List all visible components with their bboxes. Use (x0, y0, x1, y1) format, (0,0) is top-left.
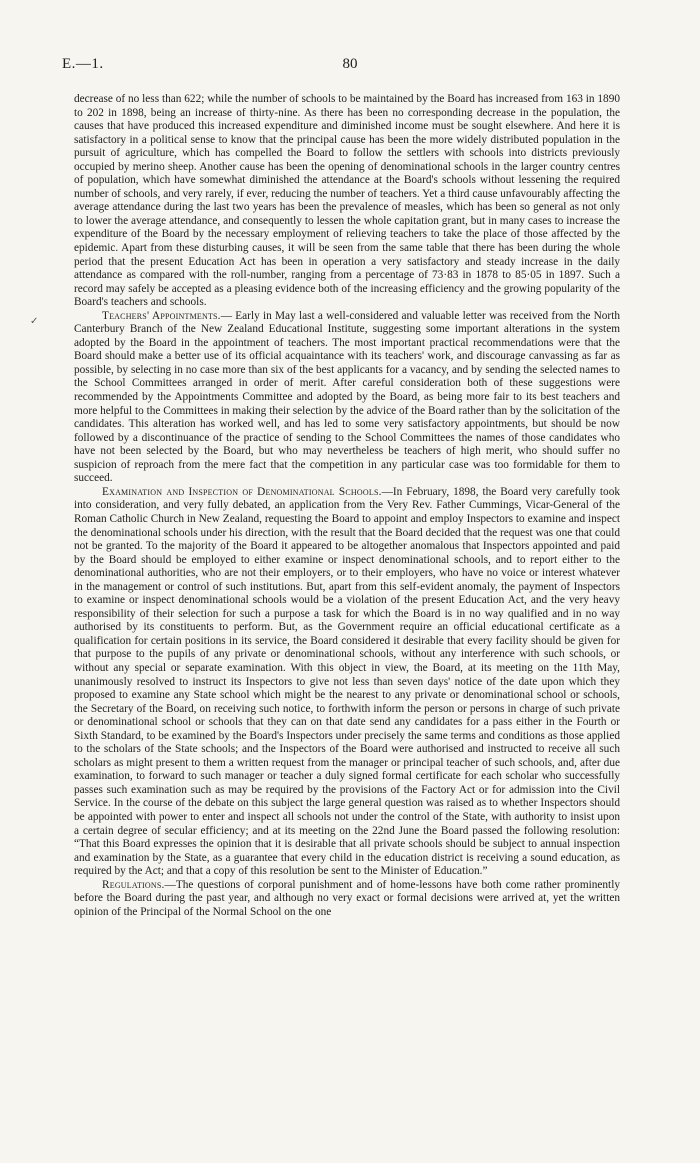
section-heading: Examination and Inspection of Denominational Schools. (102, 485, 382, 498)
paragraph-text: —The questions of corporal punishment and of home-lessons have both come rather prominently before the Board during the past year, and although no very exact or formal decisions were arrived at, yet the written opinion of the Principal of the Normal School on the one (74, 878, 620, 918)
body-text (74, 93, 620, 919)
section-heading: Regulations. (102, 878, 165, 891)
paragraph (74, 93, 620, 310)
page-header (62, 56, 638, 78)
paragraph (74, 486, 620, 879)
paragraph (74, 310, 620, 486)
paragraph (74, 879, 620, 920)
margin-mark: ✓ (30, 316, 39, 327)
page-number: 80 (342, 56, 358, 72)
document-reference: E.—1. (62, 56, 104, 72)
paragraph-text: — Early in May last a well-considered and valuable letter was received from the North Canterbury Branch of the New Zealand Educational Institute, suggesting some important alterations in the system adopted by the Board in the appointment of teachers. The most important practical recommendations were that the Board should make a better use of its official acquaintance with its teachers' work, and discourage canvassing as far as possible, by selecting in no case more than six of the best applicants for a vacancy, and by sending the selected names to the School Committees arranged in order of merit. After careful consideration both of these suggestions were recommended by the Appointments Committee and adopted by the Board, as being more fair to its best teachers and more helpful to the Committees in making their selection by the advice of the Board rather than by the solicitation of the candidates. This alteration has worked well, and has led to some very satisfactory appointments, but should be now followed by a discontinuance of the practice of sending to the School Committees the names of those candidates who have not been selected by the Board, but who may nevertheless be teachers of high merit, who should suffer no suspicion of reproach from the mere fact that the competition in any particular case was too formidable for them to succeed. (74, 309, 620, 485)
section-heading: Teachers' Appointments. (102, 309, 221, 322)
paragraph-text: decrease of no less than 622; while the number of schools to be maintained by the Board has increased from 163 in 1890 to 202 in 1898, being an increase of thirty-nine. As there has been no corresponding decrease in the population, the causes that have produced this increased expenditure and diminished income must be sought elsewhere. And here it is satisfactory in a political sense to know that the principal cause has been the more widely distributed population in the pursuit of agriculture, which has compelled the Board to follow the settlers with schools into districts previously occupied by merino sheep. Another cause has been the opening of denominational schools in the larger country centres of population, which have somewhat diminished the attendance at the Board's schools without lessening the required number of schools, and very rarely, if ever, reducing the number of teachers. Yet a third cause unfavourably affecting the average attendance during the last two years has been the prevalence of measles, which has been so general as not only to lower the average attendance, and consequently to lessen the whole capitation grant, but in many cases to increase the expenditure of the Board by the necessary employment of relieving teachers to take the place of those affected by the epidemic. Apart from these disturbing causes, it will be seen from the same table that there has been during the whole period that the present Education Act has been in operation a very satisfactory and steady increase in the daily attendance as compared with the roll-number, ranging from a percentage of 73·83 in 1878 to 85·05 in 1897. Such a record may safely be accepted as a pleasing evidence both of the increasing efficiency and the growing popularity of the Board's teachers and schools. (74, 93, 620, 309)
paragraph-text: —In February, 1898, the Board very carefully took into consideration, and very fully debated, an application from the Very Rev. Father Cummings, Vicar-General of the Roman Catholic Church in New Zealand, requesting the Board to appoint and employ Inspectors to examine and inspect the denominational schools under his direction, with the result that the Board decided that the request was one that could not be granted. To the majority of the Board it appeared to be altogether anomalous that Inspectors appointed and paid by the Board should be employed to either examine or inspect denominational schools, and to report either to the denominational authorities, who are not their employers, or to their employers, who have no voice or interest whatever in the management or control of such institutions. But, apart from this self-evident anomaly, the payment of Inspectors to examine or inspect denominational schools would be a violation of the present Education Act, and the very heavy responsibility of their selection for such a purpose a task for which the Board is in no way qualified and in no way authorised by its constituents to perform. But, as the Government require an official educational certificate as a qualification for certain positions in its service, the Board considered it desirable that every facility should be given for that purpose to the pupils of any private or denominational schools, without any interference with such schools, or without any special or separate examination. With this object in view, the Board, at its meeting on the 11th May, unanimously resolved to instruct its Inspectors to give not less than seven days' notice of the date upon which they proposed to examine any State school which might be the nearest to any private or denominational school or schools, the Secretary of the Board, on receiving such notice, to forthwith inform the person or persons in charge of such private or denominational school or schools that they can on that date send any candidates for a pass either in the Fourth or Sixth Standard, to be examined by the Board's Inspectors under precisely the same terms and conditions as those applied to the scholars of the State schools; and the Inspectors of the Board were authorised and instructed to receive all such scholars as might present to them a written request from the manager or principal teacher of such schools, and, after due examination, to forward to such manager or teacher a duly signed formal certificate for each scholar who successfully passes such examination such as may be required by the provisions of the Factory Act or for admission into the Civil Service. In the course of the debate on this subject the large general question was raised as to whether Inspectors should be appointed with power to enter and inspect all schools not under the control of the State, with authority to insist upon a certain degree of secular efficiency; and at its meeting on the 22nd June the Board passed the following resolution: “That this Board expresses the opinion that it is desirable that all private schools should be subject to annual inspection and examination by the State, as a guarantee that every child in the education district is receiving a sound education, as required by the Act; and that a copy of this resolution be sent to the Minister of Education.” (74, 485, 620, 878)
